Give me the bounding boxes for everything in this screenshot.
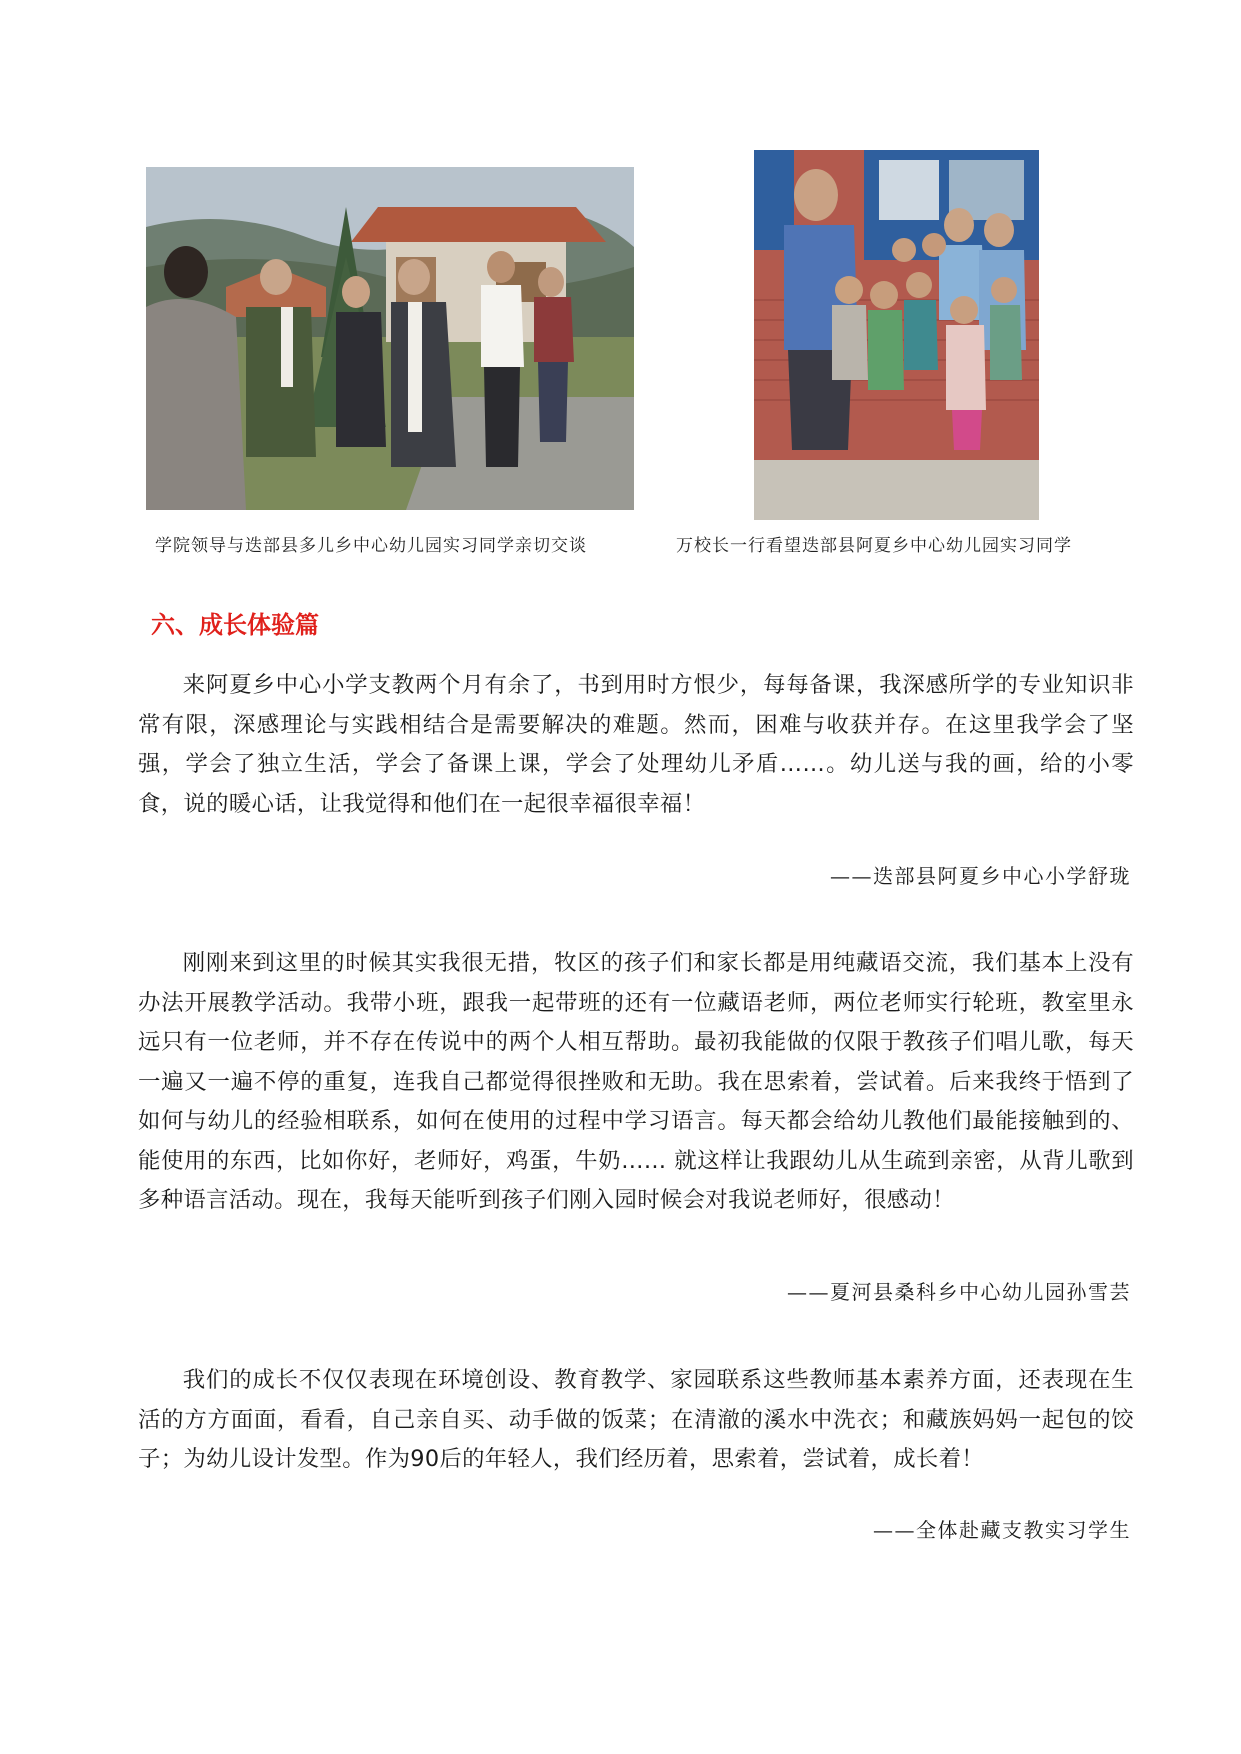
signature-3: ——全体赴藏支教实习学生 [873, 1518, 1131, 1542]
photo-leaders-talking-image [146, 167, 634, 510]
signature-1: ——迭部县阿夏乡中心小学舒珑 [830, 864, 1131, 888]
paragraph-2: 刚刚来到这里的时候其实我很无措，牧区的孩子们和家长都是用纯藏语交流，我们基本上没有办法开展教学活动。我带小班，跟我一起带班的还有一位藏语老师，两位老师实行轮班，教室里永远只有一位老师，并不存在传说中的两个人相互帮助。最初我能做的仅限于教孩子们唱儿歌，每天一遍又一遍不停的重复，连我自己都觉得很挫败和无助。我在思索着，尝试着。后来我终于悟到了如何与幼儿的经验相联系，如何在使用的过程中学习语言。每天都会给幼儿教他们最能接触到的、能使用的东西，比如你好，老师好，鸡蛋，牛奶…… 就这样让我跟幼儿从生疏到亲密，从背儿歌到多种语言活动。现在，我每天能听到孩子们刚入园时候会对我说老师好，很感动！ [138, 950, 1134, 1213]
paragraph-1: 来阿夏乡中心小学支教两个月有余了，书到用时方恨少，每每备课，我深感所学的专业知识非常有限，深感理论与实践相结合是需要解决的难题。然而，困难与收获并存。在这里我学会了坚强，学会了独立生活，学会了备课上课，学会了处理幼儿矛盾……。幼儿送与我的画，给的小零食，说的暖心话，让我觉得和他们在一起很幸福很幸福！ [138, 672, 1134, 817]
section-title: 六、成长体验篇 [151, 611, 319, 639]
photo-left-caption: 学院领导与迭部县多儿乡中心幼儿园实习同学亲切交谈 [155, 536, 587, 556]
signature-2: ——夏河县桑科乡中心幼儿园孙雪芸 [787, 1280, 1131, 1304]
paragraph-3: 我们的成长不仅仅表现在环境创设、教育教学、家园联系这些教师基本素养方面，还表现在生活的方方面面，看看，自己亲自买、动手做的饭菜；在清澈的溪水中洗衣；和藏族妈妈一起包的饺子；为幼儿设计发型。作为90后的年轻人，我们经历着，思索着，尝试着，成长着！ [138, 1367, 1134, 1472]
photo-right-caption: 万校长一行看望迭部县阿夏乡中心幼儿园实习同学 [676, 536, 1072, 556]
photo-headmaster-children [754, 150, 1039, 520]
photo-headmaster-children-image [754, 150, 1039, 520]
photo-leaders-talking [146, 167, 634, 510]
